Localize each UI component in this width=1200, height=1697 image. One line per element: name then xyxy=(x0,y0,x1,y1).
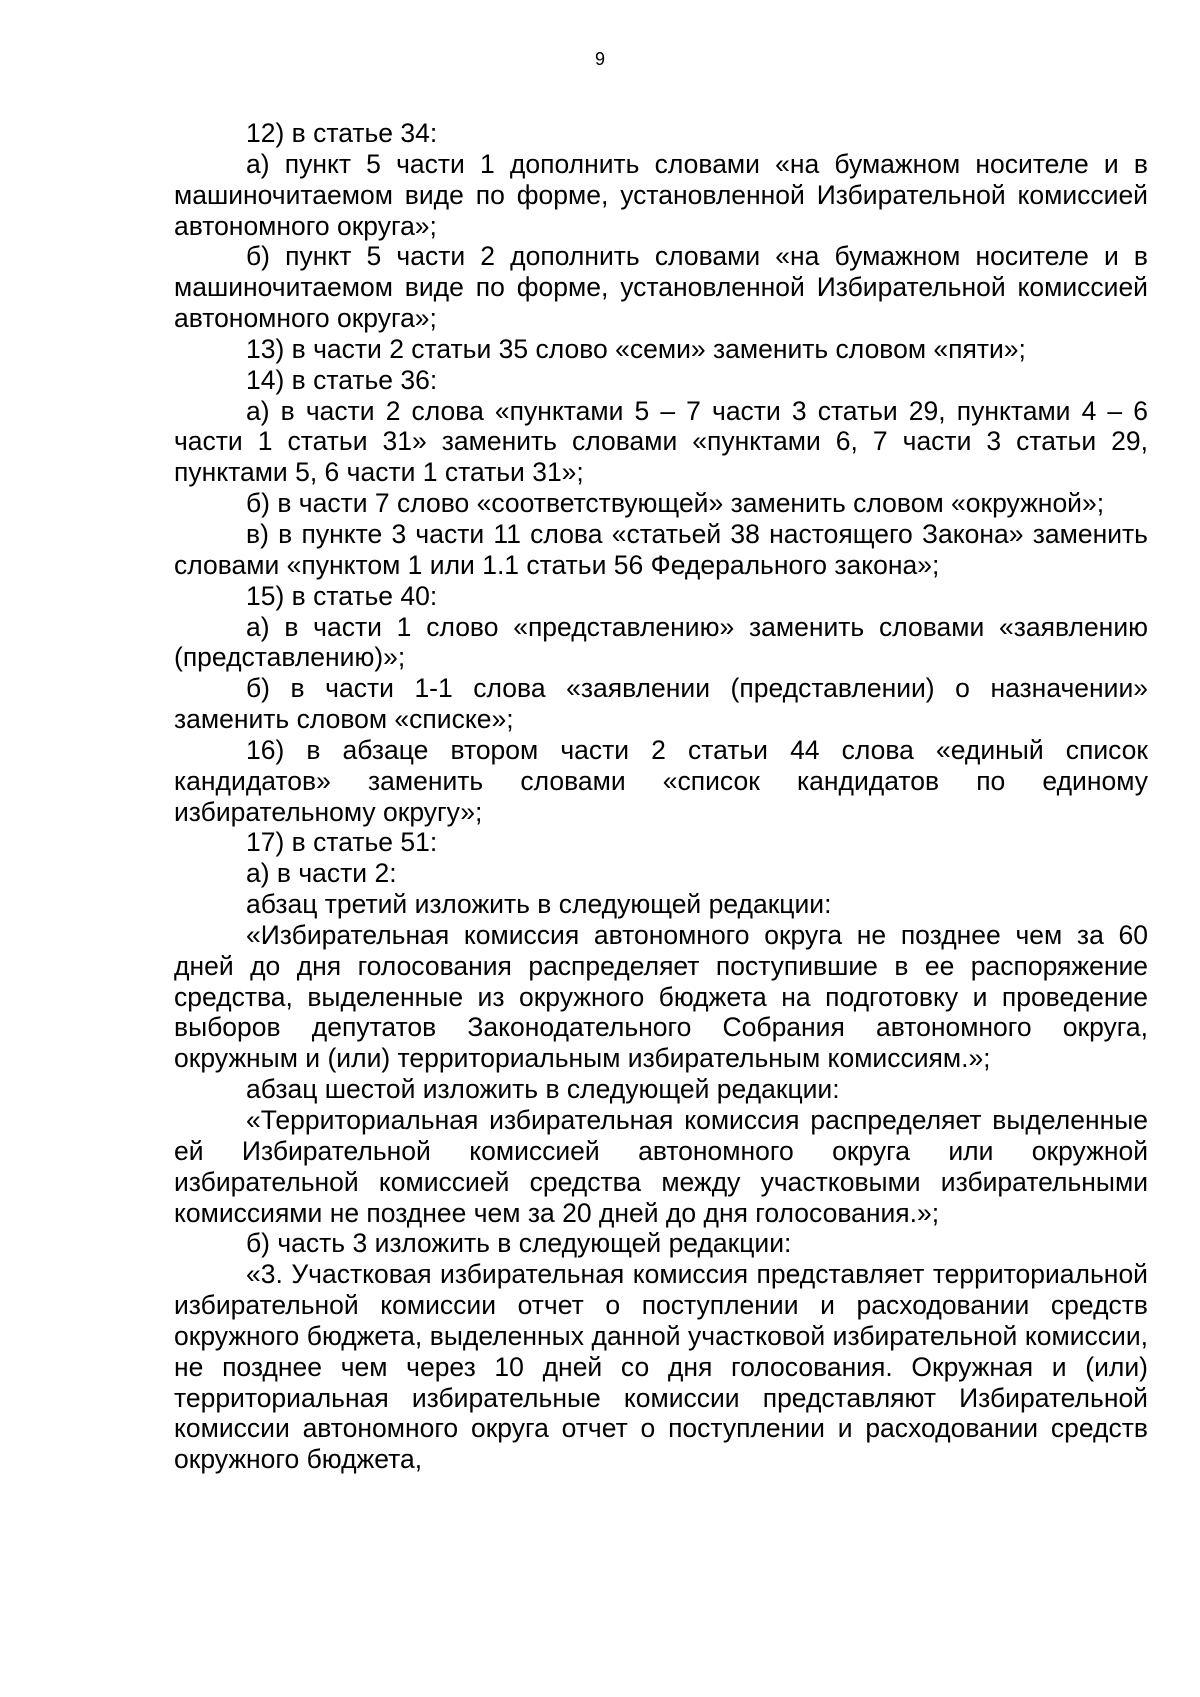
document-body xyxy=(174,118,1148,1475)
paragraph: б) часть 3 изложить в следующей редакции: xyxy=(246,1228,792,1259)
paragraph: 12) в статье 34: xyxy=(246,118,438,148)
paragraph: абзац шестой изложить в следующей редакции: xyxy=(246,1074,840,1105)
paragraph: б) пункт 5 части 2 дополнить словами «на бумажном носителе и в машиночитаемом виде по форме, установленной Избирательной комиссией автономного округа»; xyxy=(174,241,1148,334)
paragraph: б) в части 1-1 слова «заявлении (представлении) о назначении» заменить словом «списке»; xyxy=(174,673,1148,735)
paragraph: а) в части 2 слова «пунктами 5 – 7 части 3 статьи 29, пунктами 4 – 6 части 1 статьи 31» заменить словами «пунктами 6, 7 части 3 статьи 29, пунктами 5, 6 части 1 статьи 31»; xyxy=(174,395,1148,488)
paragraph: б) в части 7 слово «соответствующей» заменить словом «окружной»; xyxy=(246,488,1105,519)
page-number: 9 xyxy=(594,49,605,69)
paragraph: 13) в части 2 статьи 35 слово «семи» заменить словом «пяти»; xyxy=(246,333,1026,364)
paragraph: а) пункт 5 части 1 дополнить словами «на бумажном носителе и в машиночитаемом виде по форме, установленной Избирательной комиссией автономного округа»; xyxy=(174,148,1148,241)
paragraph: 14) в статье 36: xyxy=(246,364,438,395)
paragraph: «Избирательная комиссия автономного округа не позднее чем за 60 дней до дня голосования распределяет поступившие в ее распоряжение средства, выделенные из окружного бюджета на подготовку и проведение выборов депутатов Законодательного Собрания автономного округа, окружным и (или) территориальным избирательным комиссиям.»; xyxy=(174,919,1148,1074)
paragraph: а) в части 2: xyxy=(246,858,397,889)
paragraph: 16) в абзаце втором части 2 статьи 44 слова «единый список кандидатов» заменить словами «список кандидатов по единому избирательному округу»; xyxy=(174,734,1148,827)
paragraph: в) в пункте 3 части 11 слова «статьей 38 настоящего Закона» заменить словами «пунктом 1 или 1.1 статьи 56 Федерального закона»; xyxy=(174,518,1148,580)
paragraph: абзац третий изложить в следующей редакции: xyxy=(246,889,832,920)
paragraph: «Территориальная избирательная комиссия распределяет выделенные ей Избирательной комиссией автономного округа или окружной избирательной комиссией средства между участковыми избирательными комиссиями не позднее чем за 20 дней до дня голосования.»; xyxy=(174,1105,1148,1228)
paragraph: а) в части 1 слово «представлению» заменить словами «заявлению (представлению)»; xyxy=(174,611,1148,673)
paragraph: 17) в статье 51: xyxy=(246,827,438,858)
paragraph: «3. Участковая избирательная комиссия представляет территориальной избирательной комиссии отчет о поступлении и расходовании средств окружного бюджета, выделенных данной участковой избирательной комиссии, не позднее чем через 10 дней со дня голосования. Окружная и (или) территориальная избирательные комиссии представляют Избирательной комиссии автономного округа отчет о поступлении и расходовании средств окружного бюджета, xyxy=(174,1259,1148,1475)
paragraph: 15) в статье 40: xyxy=(246,580,438,611)
